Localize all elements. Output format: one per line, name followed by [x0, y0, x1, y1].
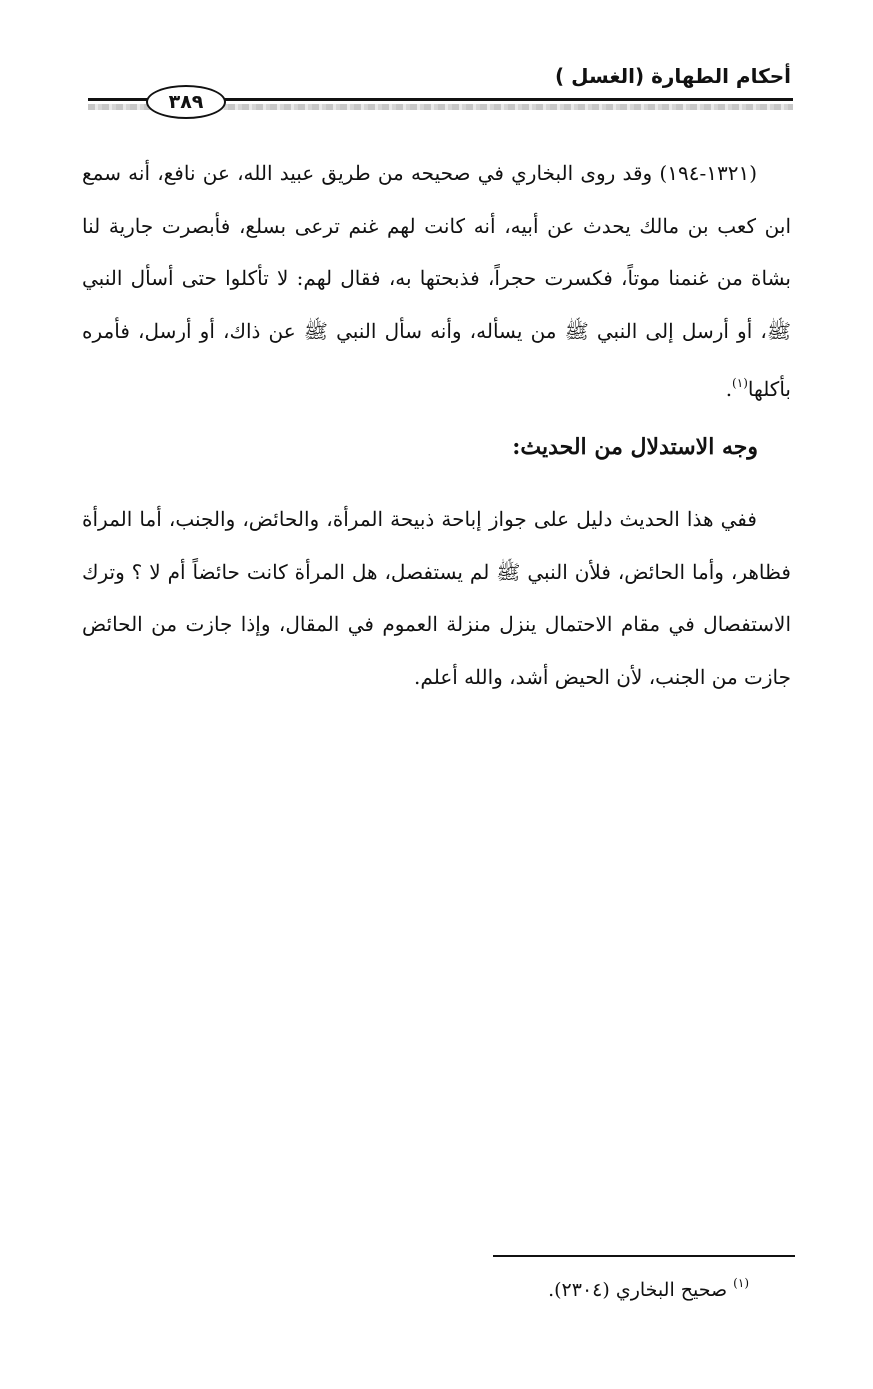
footnote-rule: [493, 1255, 795, 1257]
footnote-text: صحيح البخاري (٢٣٠٤).: [548, 1279, 728, 1301]
footnote-marker: (١): [733, 1276, 749, 1290]
paragraph-1-text: (١٣٢١-١٩٤) وقد روى البخاري في صحيحه من طريق عبيد الله، عن نافع، أنه سمع ابن كعب بن مالك يحدث عن أبيه، أنه كانت لهم غنم ترعى بسلع، فأبصرت جارية لنا بشاة من غنمنا موتاً، فكسرت حجراً، فذبحتها به، فقال لهم: لا تأكلوا حتى أسأل النبي ﷺ، أو أرسل إلى النبي ﷺ من يسأله، وأنه سأل النبي ﷺ عن ذاك، أو أرسل، فأمره بأكلها: [82, 161, 792, 401]
page-number: ٣٨٩: [146, 85, 226, 119]
paragraph-text: [82, 147, 791, 416]
paragraph-inference: [82, 493, 791, 703]
footnote-reference[interactable]: (١): [732, 376, 748, 390]
footnote-item: [548, 1276, 749, 1301]
paragraph-1-end: .: [725, 377, 733, 401]
running-title: أحكام الطهارة (الغسل ): [555, 64, 791, 88]
paragraph-2-text: ففي هذا الحديث دليل على جواز إباحة ذبيحة المرأة، والحائض، والجنب، أما المرأة فظاهر، وأما الحائض، فلأن النبي ﷺ لم يستفصل، هل المرأة كانت حائضاً أم لا ؟ وترك الاستفصال في مقام الاحتمال ينزل منزلة العموم في المقال، وإذا جازت من الحائض جازت من الجنب، لأن الحيض أشد، والله أعلم.: [82, 507, 791, 689]
paragraph-hadith: [82, 147, 791, 416]
section-heading: وجه الاستدلال من الحديث:: [512, 434, 758, 460]
